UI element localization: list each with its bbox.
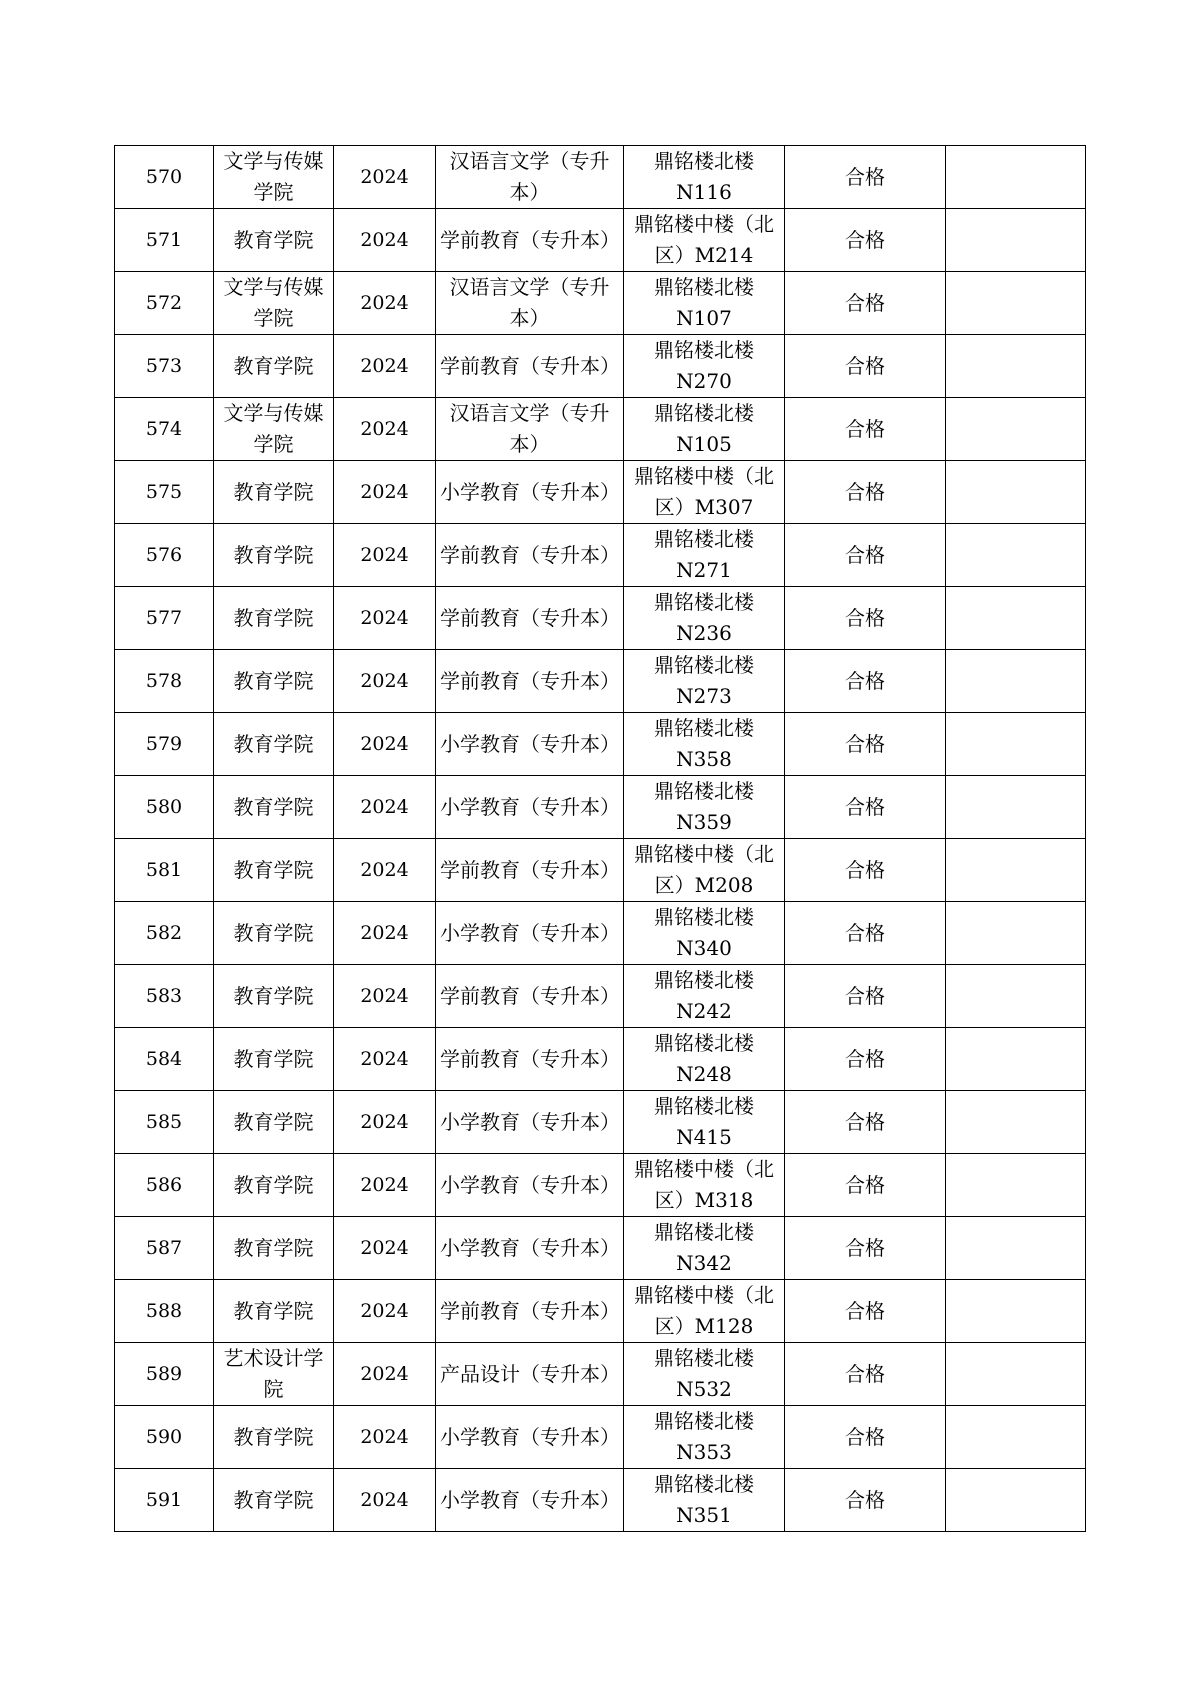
cell-college: 教育学院 [214,1091,334,1154]
cell-result: 合格 [785,587,946,650]
cell-college: 教育学院 [214,461,334,524]
cell-result: 合格 [785,902,946,965]
cell-serial-number: 581 [115,839,214,902]
cell-note [946,776,1086,839]
cell-year: 2024 [334,902,436,965]
cell-major: 产品设计（专升本） [436,1343,624,1406]
table-row [115,335,1086,398]
cell-serial-number: 570 [115,146,214,209]
cell-result: 合格 [785,209,946,272]
table-row [115,461,1086,524]
cell-note [946,1091,1086,1154]
cell-college: 教育学院 [214,965,334,1028]
cell-major: 小学教育（专升本） [436,461,624,524]
cell-note [946,335,1086,398]
cell-college: 教育学院 [214,1217,334,1280]
cell-serial-number: 584 [115,1028,214,1091]
cell-room: 鼎铭楼北楼N270 [624,335,785,398]
cell-room: 鼎铭楼北楼N342 [624,1217,785,1280]
cell-college: 教育学院 [214,524,334,587]
cell-college: 文学与传媒学院 [214,398,334,461]
cell-year: 2024 [334,1154,436,1217]
table-row [115,1028,1086,1091]
cell-college: 文学与传媒学院 [214,146,334,209]
table-row [115,713,1086,776]
cell-result: 合格 [785,524,946,587]
cell-year: 2024 [334,335,436,398]
cell-college: 教育学院 [214,1280,334,1343]
cell-room: 鼎铭楼北楼N351 [624,1469,785,1532]
table-row [115,902,1086,965]
cell-year: 2024 [334,776,436,839]
cell-major: 小学教育（专升本） [436,776,624,839]
cell-note [946,965,1086,1028]
table-row [115,272,1086,335]
inspection-results-table [114,145,1085,1532]
cell-serial-number: 585 [115,1091,214,1154]
cell-major: 学前教育（专升本） [436,587,624,650]
cell-college: 教育学院 [214,650,334,713]
cell-college: 教育学院 [214,839,334,902]
cell-year: 2024 [334,1343,436,1406]
cell-note [946,524,1086,587]
cell-college: 教育学院 [214,902,334,965]
cell-note [946,587,1086,650]
cell-serial-number: 588 [115,1280,214,1343]
cell-year: 2024 [334,713,436,776]
cell-major: 汉语言文学（专升本） [436,272,624,335]
cell-year: 2024 [334,1028,436,1091]
table-row [115,1091,1086,1154]
cell-college: 教育学院 [214,209,334,272]
cell-note [946,209,1086,272]
table-row [115,1469,1086,1532]
cell-college: 教育学院 [214,587,334,650]
cell-room: 鼎铭楼北楼N116 [624,146,785,209]
cell-major: 学前教育（专升本） [436,209,624,272]
cell-year: 2024 [334,524,436,587]
cell-note [946,902,1086,965]
cell-major: 学前教育（专升本） [436,1028,624,1091]
cell-college: 教育学院 [214,776,334,839]
cell-result: 合格 [785,335,946,398]
cell-room: 鼎铭楼北楼N105 [624,398,785,461]
cell-year: 2024 [334,461,436,524]
cell-major: 学前教育（专升本） [436,1280,624,1343]
cell-college: 教育学院 [214,1154,334,1217]
cell-note [946,398,1086,461]
table-row [115,524,1086,587]
cell-major: 小学教育（专升本） [436,713,624,776]
cell-room: 鼎铭楼北楼N415 [624,1091,785,1154]
cell-year: 2024 [334,272,436,335]
cell-serial-number: 579 [115,713,214,776]
cell-major: 小学教育（专升本） [436,1091,624,1154]
cell-serial-number: 582 [115,902,214,965]
cell-note [946,272,1086,335]
table-row [115,1406,1086,1469]
cell-serial-number: 575 [115,461,214,524]
cell-result: 合格 [785,965,946,1028]
cell-result: 合格 [785,1280,946,1343]
cell-serial-number: 591 [115,1469,214,1532]
table-row [115,1154,1086,1217]
cell-year: 2024 [334,1217,436,1280]
table-row [115,587,1086,650]
cell-major: 学前教育（专升本） [436,524,624,587]
cell-college: 教育学院 [214,1469,334,1532]
cell-note [946,713,1086,776]
cell-year: 2024 [334,839,436,902]
cell-major: 汉语言文学（专升本） [436,398,624,461]
cell-major: 汉语言文学（专升本） [436,146,624,209]
cell-year: 2024 [334,1406,436,1469]
cell-college: 艺术设计学院 [214,1343,334,1406]
cell-major: 学前教育（专升本） [436,650,624,713]
table-row [115,1280,1086,1343]
cell-major: 小学教育（专升本） [436,1217,624,1280]
cell-result: 合格 [785,398,946,461]
cell-result: 合格 [785,1217,946,1280]
cell-note [946,1406,1086,1469]
cell-result: 合格 [785,713,946,776]
cell-room: 鼎铭楼北楼N248 [624,1028,785,1091]
table-row [115,1343,1086,1406]
cell-serial-number: 573 [115,335,214,398]
cell-room: 鼎铭楼中楼（北区）M318 [624,1154,785,1217]
results-grid [114,145,1086,1532]
cell-note [946,1217,1086,1280]
cell-room: 鼎铭楼北楼N359 [624,776,785,839]
cell-year: 2024 [334,146,436,209]
cell-serial-number: 583 [115,965,214,1028]
cell-room: 鼎铭楼北楼N358 [624,713,785,776]
cell-room: 鼎铭楼中楼（北区）M128 [624,1280,785,1343]
cell-serial-number: 578 [115,650,214,713]
cell-serial-number: 580 [115,776,214,839]
cell-serial-number: 574 [115,398,214,461]
table-body [115,146,1086,1532]
cell-serial-number: 589 [115,1343,214,1406]
cell-note [946,650,1086,713]
cell-room: 鼎铭楼北楼N340 [624,902,785,965]
cell-year: 2024 [334,650,436,713]
cell-serial-number: 571 [115,209,214,272]
cell-note [946,146,1086,209]
cell-result: 合格 [785,461,946,524]
cell-result: 合格 [785,1469,946,1532]
cell-room: 鼎铭楼北楼N353 [624,1406,785,1469]
cell-note [946,1343,1086,1406]
table-row [115,776,1086,839]
cell-room: 鼎铭楼北楼N107 [624,272,785,335]
cell-major: 小学教育（专升本） [436,1406,624,1469]
cell-college: 教育学院 [214,335,334,398]
cell-result: 合格 [785,1406,946,1469]
cell-major: 小学教育（专升本） [436,1154,624,1217]
cell-note [946,1028,1086,1091]
cell-serial-number: 572 [115,272,214,335]
cell-room: 鼎铭楼中楼（北区）M307 [624,461,785,524]
cell-college: 教育学院 [214,713,334,776]
cell-college: 教育学院 [214,1406,334,1469]
cell-note [946,1154,1086,1217]
cell-room: 鼎铭楼中楼（北区）M208 [624,839,785,902]
cell-room: 鼎铭楼北楼N273 [624,650,785,713]
cell-major: 小学教育（专升本） [436,1469,624,1532]
cell-note [946,461,1086,524]
cell-result: 合格 [785,776,946,839]
cell-room: 鼎铭楼北楼N532 [624,1343,785,1406]
cell-serial-number: 577 [115,587,214,650]
table-row [115,209,1086,272]
cell-serial-number: 576 [115,524,214,587]
cell-year: 2024 [334,965,436,1028]
cell-room: 鼎铭楼北楼N236 [624,587,785,650]
table-row [115,965,1086,1028]
cell-college: 文学与传媒学院 [214,272,334,335]
cell-room: 鼎铭楼北楼N242 [624,965,785,1028]
cell-year: 2024 [334,1469,436,1532]
cell-major: 学前教育（专升本） [436,335,624,398]
table-row [115,650,1086,713]
cell-year: 2024 [334,1091,436,1154]
cell-serial-number: 587 [115,1217,214,1280]
cell-result: 合格 [785,146,946,209]
table-row [115,1217,1086,1280]
cell-room: 鼎铭楼北楼N271 [624,524,785,587]
cell-year: 2024 [334,1280,436,1343]
cell-year: 2024 [334,587,436,650]
cell-note [946,1469,1086,1532]
table-row [115,398,1086,461]
cell-result: 合格 [785,272,946,335]
cell-major: 小学教育（专升本） [436,902,624,965]
cell-year: 2024 [334,209,436,272]
cell-major: 学前教育（专升本） [436,839,624,902]
cell-year: 2024 [334,398,436,461]
cell-result: 合格 [785,1154,946,1217]
cell-room: 鼎铭楼中楼（北区）M214 [624,209,785,272]
cell-result: 合格 [785,1028,946,1091]
cell-result: 合格 [785,1343,946,1406]
cell-result: 合格 [785,839,946,902]
cell-result: 合格 [785,650,946,713]
cell-college: 教育学院 [214,1028,334,1091]
cell-serial-number: 590 [115,1406,214,1469]
cell-major: 学前教育（专升本） [436,965,624,1028]
table-row [115,146,1086,209]
table-row [115,839,1086,902]
cell-serial-number: 586 [115,1154,214,1217]
cell-note [946,1280,1086,1343]
cell-result: 合格 [785,1091,946,1154]
cell-note [946,839,1086,902]
